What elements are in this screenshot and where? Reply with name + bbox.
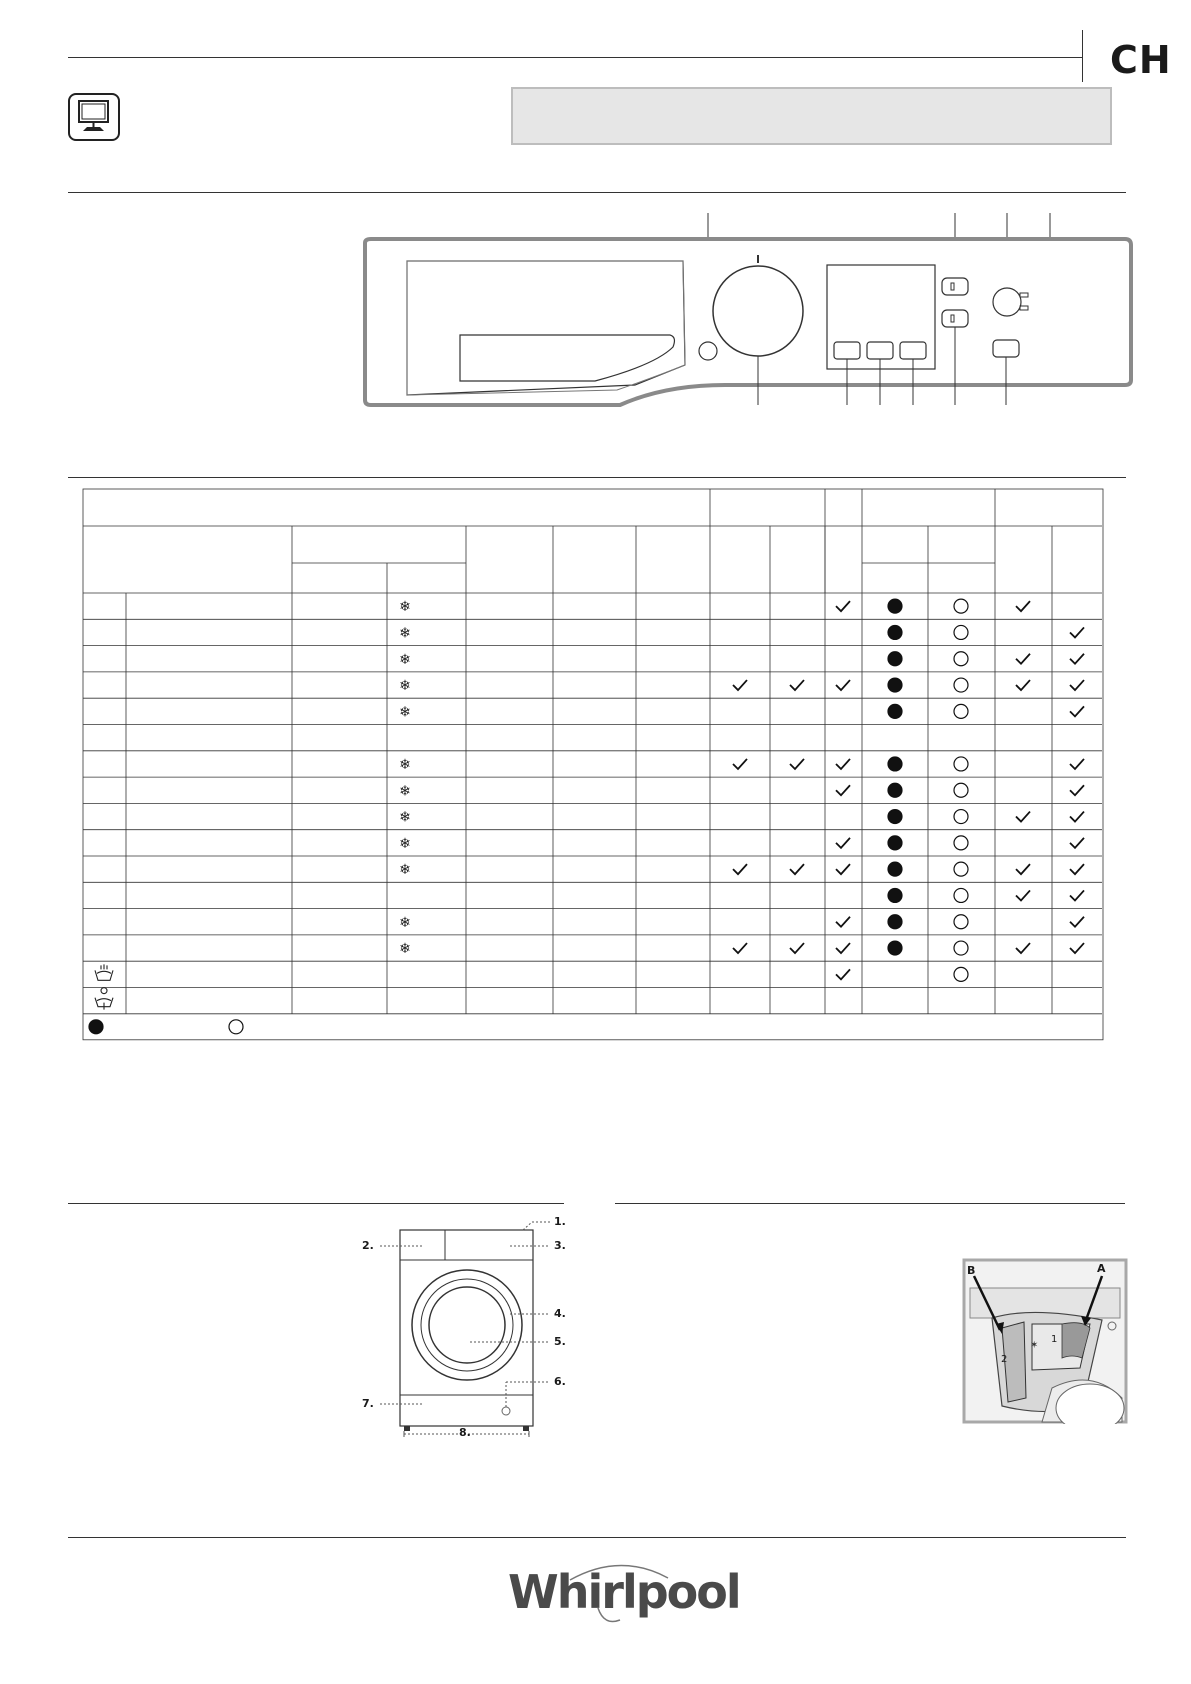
snowflake-icon: ❄ [399, 835, 411, 852]
control-panel-diagram [355, 205, 1135, 425]
callout-1: 1. [554, 1215, 566, 1228]
drawer-label-a: A [1097, 1262, 1106, 1275]
check-icon [1070, 785, 1084, 795]
filled-dot-icon [89, 1020, 103, 1034]
check-icon [1070, 706, 1084, 716]
check-icon [836, 838, 850, 848]
programme-table [82, 487, 1107, 1047]
check-icon [790, 864, 804, 874]
check-icon [836, 785, 850, 795]
check-icon [1070, 759, 1084, 769]
section-rule-2 [68, 477, 1126, 478]
check-icon [836, 864, 850, 874]
section-rule-4 [615, 1203, 1125, 1204]
filled-dot-icon [888, 888, 902, 902]
filled-dot-icon [888, 862, 902, 876]
snowflake-icon: ❄ [399, 783, 411, 800]
check-icon [836, 759, 850, 769]
empty-dot-icon [954, 678, 968, 692]
snowflake-icon: ❄ [399, 704, 411, 721]
check-icon [733, 680, 747, 690]
snowflake-icon: ❄ [399, 809, 411, 826]
empty-dot-icon [954, 836, 968, 850]
check-icon [733, 943, 747, 953]
drawer-label-2: 2 [1001, 1354, 1008, 1365]
snowflake-icon: ❄ [399, 914, 411, 931]
check-icon [790, 759, 804, 769]
callout-5: 5. [554, 1335, 566, 1348]
check-icon [836, 917, 850, 927]
empty-dot-icon [954, 652, 968, 666]
check-icon [1070, 917, 1084, 927]
footer-rule [68, 1537, 1126, 1538]
empty-dot-icon [954, 599, 968, 613]
drawer-label-b: B [967, 1264, 976, 1277]
empty-dot-icon [229, 1020, 243, 1034]
header-rule [68, 57, 1082, 58]
svg-text:✶: ✶ [1030, 1340, 1039, 1351]
brand-logo: Whirlpool [508, 1565, 740, 1619]
check-icon [790, 680, 804, 690]
callout-7: 7. [362, 1397, 374, 1410]
empty-dot-icon [954, 757, 968, 771]
check-icon [1070, 864, 1084, 874]
check-icon [1016, 890, 1030, 900]
monitor-icon [68, 93, 120, 141]
check-icon [1016, 864, 1030, 874]
check-icon [1070, 654, 1084, 664]
logo-swoosh [560, 1560, 680, 1635]
check-icon [836, 969, 850, 979]
check-icon [1070, 627, 1084, 637]
snowflake-icon: ❄ [399, 862, 411, 879]
detergent-drawer-diagram [962, 1258, 1128, 1429]
empty-dot-icon [954, 941, 968, 955]
check-icon [836, 943, 850, 953]
filled-dot-icon [888, 678, 902, 692]
callout-2: 2. [362, 1239, 374, 1252]
empty-dot-icon [954, 625, 968, 639]
filled-dot-icon [888, 783, 902, 797]
check-icon [1070, 680, 1084, 690]
washer-diagram [360, 1215, 570, 1445]
check-icon [1016, 680, 1030, 690]
check-icon [1016, 601, 1030, 611]
check-icon [1070, 812, 1084, 822]
section-rule-1 [68, 192, 1126, 193]
check-icon [1016, 943, 1030, 953]
spin-drain-icon [95, 988, 113, 1010]
callout-4: 4. [554, 1307, 566, 1320]
empty-dot-icon [954, 888, 968, 902]
check-icon [836, 601, 850, 611]
snowflake-icon: ❄ [399, 651, 411, 668]
drawer-label-1: 1 [1051, 1334, 1058, 1345]
empty-dot-icon [954, 967, 968, 981]
empty-dot-icon [954, 810, 968, 824]
filled-dot-icon [888, 625, 902, 639]
empty-dot-icon [954, 915, 968, 929]
check-icon [1016, 812, 1030, 822]
header-separator [1082, 30, 1083, 82]
check-icon [733, 864, 747, 874]
check-icon [733, 759, 747, 769]
check-icon [836, 680, 850, 690]
language-code: CH [1110, 38, 1172, 82]
callout-3: 3. [554, 1239, 566, 1252]
filled-dot-icon [888, 810, 902, 824]
title-box [511, 87, 1112, 145]
snowflake-icon: ❄ [399, 756, 411, 773]
filled-dot-icon [888, 836, 902, 850]
snowflake-icon: ❄ [399, 599, 411, 616]
snowflake-icon: ❄ [399, 678, 411, 695]
callout-6: 6. [554, 1375, 566, 1388]
filled-dot-icon [888, 915, 902, 929]
empty-dot-icon [954, 783, 968, 797]
snowflake-icon: ❄ [399, 625, 411, 642]
snowflake-icon: ❄ [399, 941, 411, 958]
check-icon [1070, 943, 1084, 953]
filled-dot-icon [888, 941, 902, 955]
filled-dot-icon [888, 704, 902, 718]
check-icon [790, 943, 804, 953]
check-icon [1070, 890, 1084, 900]
rinse-icon [95, 964, 113, 980]
table-border [83, 489, 1103, 1040]
filled-dot-icon [888, 757, 902, 771]
filled-dot-icon [888, 599, 902, 613]
empty-dot-icon [954, 862, 968, 876]
filled-dot-icon [888, 652, 902, 666]
callout-8: 8. [459, 1426, 471, 1439]
check-icon [1016, 654, 1030, 664]
check-icon [1070, 838, 1084, 848]
section-rule-3 [68, 1203, 564, 1204]
empty-dot-icon [954, 704, 968, 718]
